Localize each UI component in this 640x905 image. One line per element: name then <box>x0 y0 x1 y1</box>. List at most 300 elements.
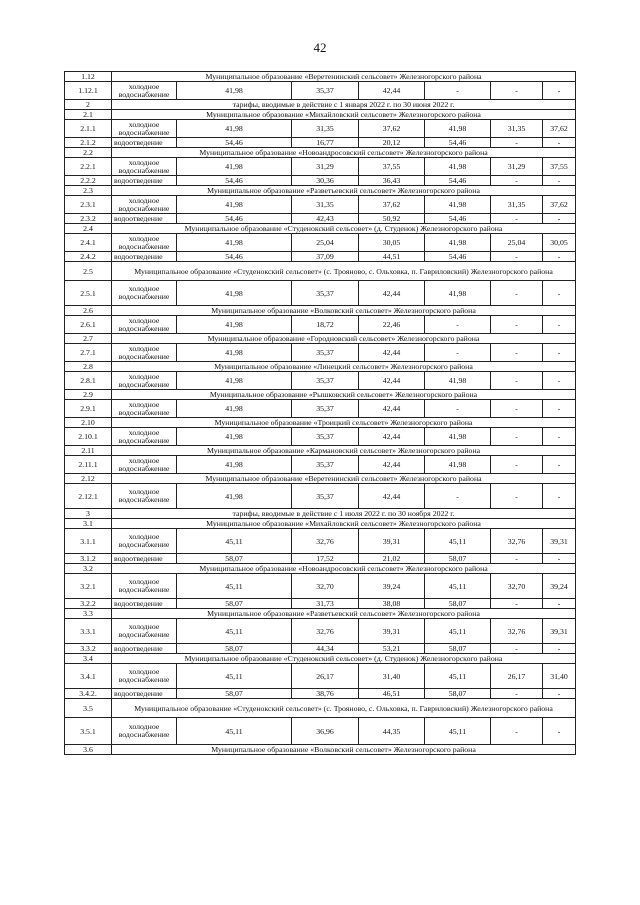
row-code: 2.11.1 <box>65 456 112 474</box>
row-code: 1.12.1 <box>65 82 112 100</box>
tariff-row <box>65 281 576 306</box>
tariff-value: 31,35 <box>491 120 543 138</box>
tariff-row <box>65 428 576 446</box>
tariff-value: 45,11 <box>425 574 491 599</box>
tariff-value: 58,07 <box>177 599 292 609</box>
tariff-value: 45,11 <box>177 664 292 689</box>
tariff-row <box>65 400 576 418</box>
tariff-value: - <box>491 344 543 362</box>
tariff-value: 36,96 <box>292 718 359 745</box>
tariff-value: 31,35 <box>491 196 543 214</box>
service-name: холодное водоснабжение <box>112 456 177 474</box>
tariff-value: 44,51 <box>359 252 425 262</box>
tariff-value: 45,11 <box>425 664 491 689</box>
tariff-value: 45,11 <box>177 619 292 644</box>
page-number: 42 <box>313 40 327 55</box>
tariff-row <box>65 484 576 509</box>
tariff-value: - <box>543 599 576 609</box>
row-code: 3.2.1 <box>65 574 112 599</box>
tariff-value: 45,11 <box>425 529 491 554</box>
tariff-value: 31,35 <box>292 120 359 138</box>
tariff-value: 38,76 <box>292 689 359 699</box>
tariff-value: - <box>425 484 491 509</box>
tariff-value: 39,31 <box>543 529 576 554</box>
section-row <box>65 390 576 400</box>
service-name: водоотведение <box>112 214 177 224</box>
tariff-value: 35,37 <box>292 400 359 418</box>
tariff-row <box>65 196 576 214</box>
tariff-value: 32,76 <box>491 619 543 644</box>
section-row <box>65 334 576 344</box>
section-row <box>65 509 576 519</box>
section-row <box>65 148 576 158</box>
tariff-value: 50,92 <box>359 214 425 224</box>
tariff-value: 41,98 <box>425 372 491 390</box>
tariff-value: 26,17 <box>491 664 543 689</box>
row-code: 2.3.1 <box>65 196 112 214</box>
tariff-value: - <box>491 554 543 564</box>
service-name: холодное водоснабжение <box>112 529 177 554</box>
tariff-value: 37,62 <box>359 120 425 138</box>
tariff-value: 17,52 <box>292 554 359 564</box>
section-row <box>65 745 576 755</box>
tariff-value: 35,37 <box>292 344 359 362</box>
tariff-row <box>65 234 576 252</box>
tariff-value: - <box>543 214 576 224</box>
row-code: 2.2 <box>65 148 112 158</box>
tariff-value: - <box>491 138 543 148</box>
row-code: 2.4.1 <box>65 234 112 252</box>
section-title: Муниципальное образование «Новоандросовский сельсовет» Железногорского района <box>112 564 576 574</box>
section-row <box>65 362 576 372</box>
row-code: 2.5.1 <box>65 281 112 306</box>
service-name: холодное водоснабжение <box>112 316 177 334</box>
tariff-row <box>65 214 576 224</box>
row-code: 2.1.2 <box>65 138 112 148</box>
row-code: 3.2 <box>65 564 112 574</box>
tariff-value: - <box>543 138 576 148</box>
tariff-value: 30,05 <box>359 234 425 252</box>
tariff-row <box>65 176 576 186</box>
tariff-value: 41,98 <box>177 428 292 446</box>
row-code: 3.2.2 <box>65 599 112 609</box>
tariff-value: - <box>491 316 543 334</box>
tariff-row <box>65 599 576 609</box>
section-title: Муниципальное образование «Веретенинский сельсовет» Железногорского района <box>112 72 576 82</box>
section-title: Муниципальное образование «Разветьевский сельсовет» Железногорского района <box>112 186 576 196</box>
tariff-value: 41,98 <box>177 484 292 509</box>
tariff-value: - <box>425 316 491 334</box>
tariff-value: 41,98 <box>425 456 491 474</box>
tariff-value: 41,98 <box>177 344 292 362</box>
tariff-value: 37,55 <box>359 158 425 176</box>
tariff-value: 42,43 <box>292 214 359 224</box>
tariff-row <box>65 529 576 554</box>
tariff-value: 39,31 <box>359 529 425 554</box>
row-code: 2.7 <box>65 334 112 344</box>
tariff-value: - <box>491 689 543 699</box>
row-code: 2.1.1 <box>65 120 112 138</box>
row-code: 2.11 <box>65 446 112 456</box>
tariff-value: 45,11 <box>177 529 292 554</box>
tariff-value: - <box>425 344 491 362</box>
section-title: Муниципальное образование «Линецкий сельсовет» Железногорского района <box>112 362 576 372</box>
tariff-value: - <box>491 644 543 654</box>
tariff-value: - <box>543 344 576 362</box>
tariff-value: 30,05 <box>543 234 576 252</box>
tariff-value: 31,40 <box>543 664 576 689</box>
row-code: 3.3.1 <box>65 619 112 644</box>
section-row <box>65 186 576 196</box>
row-code: 3.1.1 <box>65 529 112 554</box>
section-row <box>65 262 576 281</box>
service-name: водоотведение <box>112 644 177 654</box>
tariff-value: 39,31 <box>359 619 425 644</box>
tariff-value: 41,98 <box>177 372 292 390</box>
tariff-value: 58,07 <box>177 689 292 699</box>
row-code: 3.4.2. <box>65 689 112 699</box>
service-name: водоотведение <box>112 554 177 564</box>
tariff-value: 58,07 <box>425 599 491 609</box>
section-title: Муниципальное образование «Михайловский сельсовет» Железногорского района <box>112 519 576 529</box>
section-title: Муниципальное образование «Студенокский сельсовет» (с. Трояново, с. Ольховка, п. Гавриловский) Железногорского района <box>112 699 576 718</box>
section-row <box>65 100 576 110</box>
tariff-value: 58,07 <box>177 644 292 654</box>
tariff-value: 20,12 <box>359 138 425 148</box>
tariff-value: 46,51 <box>359 689 425 699</box>
row-code: 2.9 <box>65 390 112 400</box>
tariff-value: 45,11 <box>177 574 292 599</box>
tariff-value: 25,04 <box>491 234 543 252</box>
tariff-value: 41,98 <box>177 281 292 306</box>
tariff-value: 32,70 <box>491 574 543 599</box>
row-code: 2.5 <box>65 262 112 281</box>
tariff-value: 41,98 <box>425 120 491 138</box>
tariff-value: 41,98 <box>177 400 292 418</box>
tariff-value: 54,46 <box>425 176 491 186</box>
section-title: Муниципальное образование «Михайловский сельсовет» Железногорского района <box>112 110 576 120</box>
section-title: Муниципальное образование «Разветьевский сельсовет» Железногорского района <box>112 609 576 619</box>
tariff-value: 35,37 <box>292 428 359 446</box>
row-code: 3.3 <box>65 609 112 619</box>
tariff-value: 31,35 <box>292 196 359 214</box>
tariff-value: 42,44 <box>359 484 425 509</box>
row-code: 2.3 <box>65 186 112 196</box>
tariff-value: - <box>543 176 576 186</box>
tariff-value: 37,55 <box>543 158 576 176</box>
tariff-value: 58,07 <box>425 644 491 654</box>
section-row <box>65 474 576 484</box>
service-name: холодное водоснабжение <box>112 718 177 745</box>
tariff-row <box>65 120 576 138</box>
row-code: 3.5 <box>65 699 112 718</box>
tariff-value: 35,37 <box>292 484 359 509</box>
tariff-value: 41,98 <box>425 158 491 176</box>
row-code: 1.12 <box>65 72 112 82</box>
tariff-value: 58,07 <box>177 554 292 564</box>
row-code: 3.1 <box>65 519 112 529</box>
tariff-row <box>65 344 576 362</box>
tariff-value: - <box>543 689 576 699</box>
tariff-value: 37,62 <box>359 196 425 214</box>
row-code: 2.2.1 <box>65 158 112 176</box>
section-title: Муниципальное образование «Волковский сельсовет» Железногорского района <box>112 306 576 316</box>
tariff-row <box>65 252 576 262</box>
tariff-row <box>65 554 576 564</box>
tariff-value: - <box>425 400 491 418</box>
tariff-value: - <box>425 82 491 100</box>
section-row <box>65 564 576 574</box>
row-code: 2.3.2 <box>65 214 112 224</box>
tariff-value: 35,37 <box>292 281 359 306</box>
row-code: 2.10 <box>65 418 112 428</box>
tariff-value: 18,72 <box>292 316 359 334</box>
tariff-value: 31,73 <box>292 599 359 609</box>
tariff-value: 54,46 <box>177 176 292 186</box>
section-row <box>65 418 576 428</box>
tariff-value: 42,44 <box>359 428 425 446</box>
row-code: 2.12.1 <box>65 484 112 509</box>
section-row <box>65 654 576 664</box>
section-title: Муниципальное образование «Троицкий сельсовет» Железногорского района <box>112 418 576 428</box>
service-name: холодное водоснабжение <box>112 484 177 509</box>
tariff-value: 32,70 <box>292 574 359 599</box>
row-code: 2.10.1 <box>65 428 112 446</box>
tariff-row <box>65 718 576 745</box>
tariff-value: - <box>543 400 576 418</box>
service-name: холодное водоснабжение <box>112 234 177 252</box>
tariff-row <box>65 82 576 100</box>
tariff-value: - <box>491 372 543 390</box>
tariff-value: 32,76 <box>292 619 359 644</box>
row-code: 2.12 <box>65 474 112 484</box>
tariff-value: 35,37 <box>292 82 359 100</box>
section-row <box>65 699 576 718</box>
tariff-value: 41,98 <box>425 196 491 214</box>
row-code: 2.1 <box>65 110 112 120</box>
tariff-value: - <box>543 316 576 334</box>
tariff-value: - <box>491 400 543 418</box>
tariff-row <box>65 456 576 474</box>
tariff-value: - <box>543 252 576 262</box>
row-code: 2.8.1 <box>65 372 112 390</box>
row-code: 3.4 <box>65 654 112 664</box>
tariff-value: - <box>543 281 576 306</box>
row-code: 2.4.2 <box>65 252 112 262</box>
tariff-value: - <box>491 599 543 609</box>
row-code: 3.3.2 <box>65 644 112 654</box>
tariff-value: - <box>543 644 576 654</box>
tariff-value: - <box>543 484 576 509</box>
tariff-value: - <box>543 428 576 446</box>
tariff-value: 31,40 <box>359 664 425 689</box>
service-name: холодное водоснабжение <box>112 281 177 306</box>
tariff-value: - <box>543 82 576 100</box>
tariff-value: - <box>491 252 543 262</box>
service-name: холодное водоснабжение <box>112 120 177 138</box>
tariff-value: 21,02 <box>359 554 425 564</box>
section-title: Муниципальное образование «Новоандросовский сельсовет» Железногорского района <box>112 148 576 158</box>
tariff-value: 54,46 <box>425 138 491 148</box>
tariff-value: 42,44 <box>359 456 425 474</box>
service-name: холодное водоснабжение <box>112 619 177 644</box>
tariff-value: 41,98 <box>177 120 292 138</box>
section-title: Муниципальное образование «Волковский сельсовет» Железногорского района <box>112 745 576 755</box>
section-title: Муниципальное образование «Веретенинский сельсовет» Железногорского района <box>112 474 576 484</box>
tariff-value: - <box>543 718 576 745</box>
tariff-value: 41,98 <box>177 158 292 176</box>
section-row <box>65 609 576 619</box>
tariff-row <box>65 664 576 689</box>
tariff-row <box>65 689 576 699</box>
section-row <box>65 519 576 529</box>
tariff-value: 35,37 <box>292 372 359 390</box>
section-title: Муниципальное образование «Студенокский сельсовет» (д. Студенок) Железногорского района <box>112 224 576 234</box>
tariff-value: 41,98 <box>177 82 292 100</box>
tariff-row <box>65 574 576 599</box>
tariff-value: - <box>543 554 576 564</box>
section-title: Муниципальное образование «Городновский сельсовет» Железногорского района <box>112 334 576 344</box>
tariff-value: 42,44 <box>359 344 425 362</box>
row-code: 2.8 <box>65 362 112 372</box>
tariff-value: - <box>491 281 543 306</box>
tariff-value: 42,44 <box>359 372 425 390</box>
tariff-value: 36,43 <box>359 176 425 186</box>
section-row <box>65 446 576 456</box>
service-name: холодное водоснабжение <box>112 82 177 100</box>
tariff-value: 39,31 <box>543 619 576 644</box>
tariff-row <box>65 372 576 390</box>
tariff-value: 41,98 <box>177 234 292 252</box>
tariff-value: 54,46 <box>425 252 491 262</box>
tariff-value: 45,11 <box>177 718 292 745</box>
service-name: водоотведение <box>112 689 177 699</box>
tariff-value: 25,04 <box>292 234 359 252</box>
row-code: 3.1.2 <box>65 554 112 564</box>
tariff-value: 41,98 <box>425 281 491 306</box>
tariff-value: 58,07 <box>425 554 491 564</box>
tariff-value: 32,76 <box>292 529 359 554</box>
tariff-table-body <box>65 72 576 755</box>
tariff-value: 54,46 <box>177 138 292 148</box>
service-name: холодное водоснабжение <box>112 664 177 689</box>
tariff-value: - <box>491 456 543 474</box>
row-code: 2 <box>65 100 112 110</box>
tariff-value: 58,07 <box>425 689 491 699</box>
tariff-value: 26,17 <box>292 664 359 689</box>
tariff-value: 41,98 <box>425 428 491 446</box>
tariff-value: 45,11 <box>425 718 491 745</box>
tariff-value: - <box>491 82 543 100</box>
tariff-value: 22,46 <box>359 316 425 334</box>
tariff-row <box>65 158 576 176</box>
tariff-value: 39,24 <box>359 574 425 599</box>
service-name: холодное водоснабжение <box>112 428 177 446</box>
tariff-value: - <box>491 428 543 446</box>
tariff-value: 42,44 <box>359 281 425 306</box>
tariff-value: 54,46 <box>177 214 292 224</box>
tariff-value: 42,44 <box>359 400 425 418</box>
service-name: холодное водоснабжение <box>112 344 177 362</box>
row-code: 2.6 <box>65 306 112 316</box>
section-row <box>65 72 576 82</box>
row-code: 2.7.1 <box>65 344 112 362</box>
tariff-row <box>65 644 576 654</box>
tariff-value: 54,46 <box>425 214 491 224</box>
row-code: 2.9.1 <box>65 400 112 418</box>
tariff-value: 16,77 <box>292 138 359 148</box>
tariff-row <box>65 138 576 148</box>
tariff-value: 44,35 <box>359 718 425 745</box>
tariff-value: 53,21 <box>359 644 425 654</box>
tariff-value: 37,09 <box>292 252 359 262</box>
tariff-value: 41,98 <box>177 316 292 334</box>
tariff-value: 41,98 <box>177 196 292 214</box>
section-title: тарифы, вводимые в действие с 1 июля 2022 г. по 30 ноября 2022 г. <box>112 509 576 519</box>
tariff-value: 37,62 <box>543 196 576 214</box>
tariff-value: 31,29 <box>491 158 543 176</box>
service-name: холодное водоснабжение <box>112 158 177 176</box>
section-title: Муниципальное образование «Рышковский сельсовет» Железногорского района <box>112 390 576 400</box>
tariff-value: 39,24 <box>543 574 576 599</box>
row-code: 2.6.1 <box>65 316 112 334</box>
tariff-value: 30,36 <box>292 176 359 186</box>
tariff-value: - <box>491 484 543 509</box>
tariff-value: 32,76 <box>491 529 543 554</box>
tariff-value: - <box>491 176 543 186</box>
tariff-value: 41,98 <box>425 234 491 252</box>
tariff-row <box>65 619 576 644</box>
tariff-value: 35,37 <box>292 456 359 474</box>
row-code: 3 <box>65 509 112 519</box>
tariff-value: 44,34 <box>292 644 359 654</box>
tariff-value: 38,08 <box>359 599 425 609</box>
tariff-value: 31,29 <box>292 158 359 176</box>
service-name: водоотведение <box>112 138 177 148</box>
tariff-value: - <box>543 456 576 474</box>
tariff-value: - <box>491 718 543 745</box>
tariff-value: 54,46 <box>177 252 292 262</box>
service-name: водоотведение <box>112 176 177 186</box>
section-title: Муниципальное образование «Студенокский сельсовет» (с. Трояново, с. Ольховка, п. Гавриловский) Железногорского района <box>112 262 576 281</box>
tariff-value: 41,98 <box>177 456 292 474</box>
row-code: 3.4.1 <box>65 664 112 689</box>
tariff-value: - <box>491 214 543 224</box>
tariff-row <box>65 316 576 334</box>
section-title: Муниципальное образование «Студенокский сельсовет» (д. Студенок) Железногорского района <box>112 654 576 664</box>
tariff-value: 42,44 <box>359 82 425 100</box>
section-row <box>65 306 576 316</box>
service-name: водоотведение <box>112 252 177 262</box>
service-name: холодное водоснабжение <box>112 574 177 599</box>
tariff-table <box>64 71 576 755</box>
tariff-value: 37,62 <box>543 120 576 138</box>
tariff-value: - <box>543 372 576 390</box>
service-name: холодное водоснабжение <box>112 400 177 418</box>
service-name: холодное водоснабжение <box>112 372 177 390</box>
section-row <box>65 110 576 120</box>
row-code: 3.6 <box>65 745 112 755</box>
section-title: Муниципальное образование «Кармановский сельсовет» Железногорского района <box>112 446 576 456</box>
section-title: тарифы, вводимые в действие с 1 января 2022 г. по 30 июня 2022 г. <box>112 100 576 110</box>
service-name: холодное водоснабжение <box>112 196 177 214</box>
row-code: 3.5.1 <box>65 718 112 745</box>
section-row <box>65 224 576 234</box>
row-code: 2.2.2 <box>65 176 112 186</box>
service-name: водоотведение <box>112 599 177 609</box>
tariff-value: 45,11 <box>425 619 491 644</box>
row-code: 2.4 <box>65 224 112 234</box>
